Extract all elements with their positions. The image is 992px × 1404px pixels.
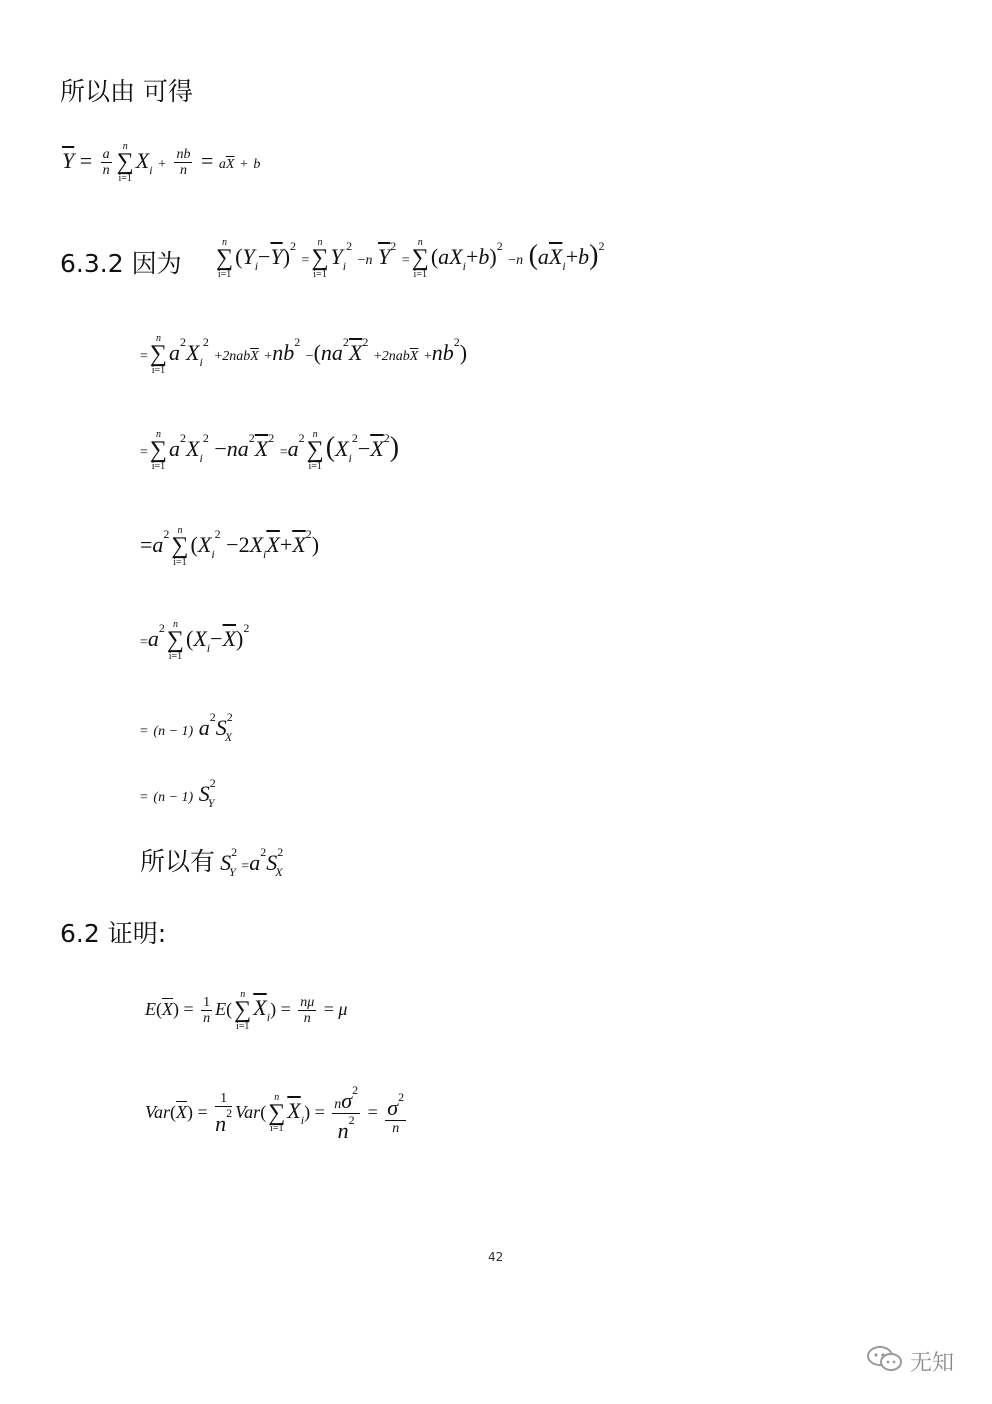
page-number: 42 (488, 1250, 504, 1264)
section-heading-6-2: 6.2 证明: (60, 919, 167, 948)
equation-step-simplify: = n ∑ i=1 $a^2X_i^2 -na^2\overline{X}^2 =a^2$ n ∑ i=1 $(X_i^2-\overline{X}^2)$ (140, 429, 400, 472)
equation-step-square: $=a^2$ n ∑ i=1 $(X_i-\overline{X})^2$ (140, 619, 250, 662)
equation-step-expand: = n ∑ i=1 $a^2X_i^2 +2nab\overline{X} +nb^2 -(na^2\overline{X}^2 +2nab\overline{X} +nb^2)$ (140, 333, 468, 376)
equation-variance-a2: = (n − 1) $a^2S^2_X$ (140, 710, 233, 744)
equation-expectation: $E(\overline{X})$ = $\frac{1}{n}$ E( n ∑ i=1 $\overline{X}_i$) = $\frac{n\mu}{n}$ = μ (145, 989, 348, 1032)
equation-variance-mean: $Var(\overline{X})$ = $\frac{1}{n^2}$ Var( n ∑ i=1 $\overline{X}_i$) = $\frac{n\sigma^2}{n^2}$ = $\frac{\sigma^2}{n}$ (145, 1083, 405, 1144)
section-heading-6-3-2: 6.3.2 因为 (60, 249, 182, 278)
chat-bubbles-icon (866, 1344, 904, 1378)
intro-text: 所以由 可得 (60, 77, 193, 106)
equation-mean-y: $\overline{Y}$ = $\frac{a}{n}$ n ∑ i=1 $X_i$ + $\frac{nb}{n}$ = $a\overline{X} + b$ (62, 141, 261, 184)
conclusion-line: 所以有 $S^2_Y =a^2S^2_X$ (140, 845, 284, 879)
watermark-text: 无知 (910, 1350, 955, 1376)
equation-variance-y: = (n − 1) $S^2_Y$ (140, 776, 216, 810)
watermark (866, 1344, 954, 1378)
equation-step-factor: $=a^2$ n ∑ i=1 $(X_i^2 -2X_i\overline{X}+\overline{X}^2)$ (140, 525, 320, 568)
equation-sum-squares: n ∑ i=1 $(Y_i-\overline{Y})^2$ = n ∑ i=1 $Y_i^2 -n$ $\overline{Y}^2$ = n ∑ i=1 $(aX_i+b)^2 -n$ $(a\overline{X}_i+b)^2$ (216, 237, 605, 280)
